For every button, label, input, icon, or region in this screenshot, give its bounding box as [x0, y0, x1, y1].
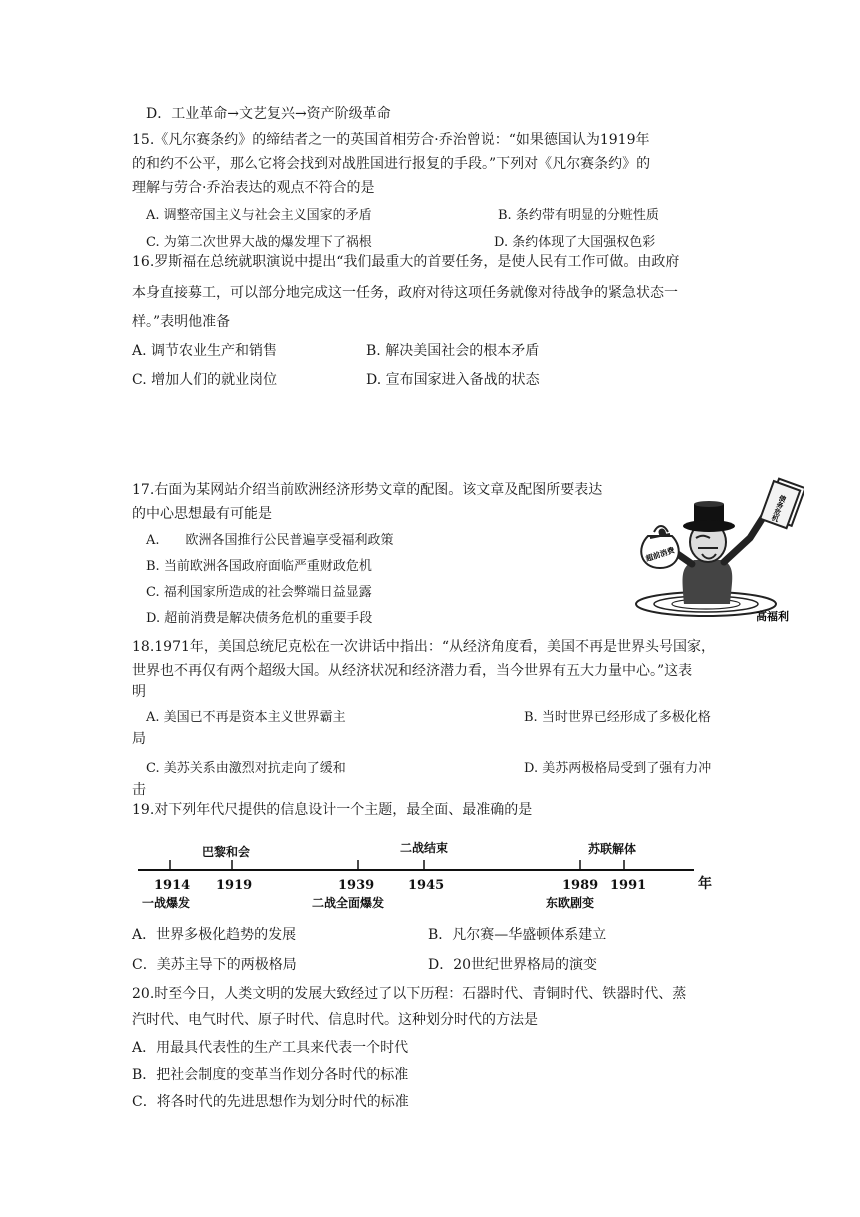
event-eastern-europe-upheaval: 东欧剧变: [546, 896, 595, 910]
q18-stem-line-2: 世界也不再仅有两个超级大国。从经济状况和经济潜力看，当今世界有五大力量中心。”这表: [132, 663, 693, 679]
q17-option-a: A. 欧洲各国推行公民普遍享受福利政策: [146, 533, 394, 548]
q15-stem-line-2: 的和约不公平，那么它将会找到对战胜国进行报复的手段。”下列对《凡尔赛条约》的: [132, 156, 651, 172]
q16-option-d: D. 宣布国家进入备战的状态: [366, 372, 540, 388]
book-label: 债务危机: [770, 493, 788, 523]
q16-option-c: C. 增加人们的就业岗位: [132, 372, 278, 388]
q17-option-c: C. 福利国家所造成的社会弊端日益显露: [146, 585, 372, 600]
q19-option-d: D．20世纪世界格局的演变: [428, 957, 598, 973]
q18-option-c: C. 美苏关系由激烈对抗走向了缓和: [146, 761, 346, 776]
year-1991: 1991: [610, 878, 647, 893]
event-ww1-outbreak: 一战爆发: [142, 896, 191, 910]
event-ussr-dissolution: 苏联解体: [588, 842, 637, 856]
year-1939: 1939: [338, 878, 375, 893]
q18-stem-line-1: 18.1971年，美国总统尼克松在一次讲话中指出：“从经济角度看，美国不再是世界头号国家，: [132, 639, 716, 655]
q18-option-b-wrap: 局: [132, 731, 146, 747]
q19-option-c: C．美苏主导下的两极格局: [132, 957, 297, 973]
q15-option-d: D. 条约体现了大国强权色彩: [494, 235, 656, 250]
q19-stem: 19.对下列年代尺提供的信息设计一个主题，最全面、最准确的是: [132, 802, 533, 818]
bag-label: 超前消费: [644, 545, 676, 564]
q17-stem-line-2: 的中心思想最有可能是: [132, 506, 272, 522]
year-1989: 1989: [562, 878, 599, 893]
q15-option-c: C. 为第二次世界大战的爆发埋下了祸根: [146, 235, 372, 250]
q15-option-b: B. 条约带有明显的分赃性质: [498, 208, 659, 223]
q20-option-b: B．把社会制度的变革当作划分各时代的标准: [132, 1067, 409, 1083]
year-1945: 1945: [408, 878, 445, 893]
q18-option-a: A. 美国已不再是资本主义世界霸主: [146, 710, 346, 725]
q16-option-b: B. 解决美国社会的根本矛盾: [366, 343, 540, 359]
q20-option-a: A．用最具代表性的生产工具来代表一个时代: [132, 1040, 409, 1056]
q18-stem-line-3: 明: [132, 684, 146, 700]
q17-option-d: D. 超前消费是解决债务危机的重要手段: [146, 611, 373, 626]
q20-stem-line-1: 20.时至今日，人类文明的发展大致经过了以下历程：石器时代、青铜时代、铁器时代、蒸: [132, 986, 687, 1002]
q20-stem-line-2: 汽时代、电气时代、原子时代、信息时代。这种划分时代的方法是: [132, 1012, 538, 1028]
axis-unit: 年: [698, 876, 712, 892]
q16-stem-line-2: 本身直接募工，可以部分地完成这一任务，政府对待这项任务就像对待战争的紧急状态一: [132, 285, 678, 301]
q16-stem-line-3: 样。”表明他准备: [132, 314, 231, 330]
q14-option-d: D．工业革命→文艺复兴→资产阶级革命: [146, 106, 391, 122]
event-paris-conference: 巴黎和会: [202, 845, 251, 859]
event-ww2-end: 二战结束: [400, 841, 449, 855]
welfare-cartoon-image: [632, 476, 804, 624]
q18-option-b: B. 当时世界已经形成了多极化格: [524, 710, 711, 725]
q19-option-a: A．世界多极化趋势的发展: [132, 927, 297, 943]
q15-stem-line-3: 理解与劳合·乔治表达的观点不符合的是: [132, 180, 375, 196]
q19-option-b: B．凡尔赛—华盛顿体系建立: [428, 927, 607, 943]
q18-option-d: D. 美苏两极格局受到了强有力冲: [524, 761, 712, 776]
q15-stem-line-1: 15.《凡尔赛条约》的缔结者之一的英国首相劳合·乔治曾说：“如果德国认为1919年: [132, 132, 650, 148]
q16-stem-line-1: 16.罗斯福在总统就职演说中提出“我们最重大的首要任务，是使人民有工作可做。由政府: [132, 254, 680, 270]
q17-stem-line-1: 17.右面为某网站介绍当前欧洲经济形势文章的配图。该文章及配图所要表达: [132, 482, 603, 498]
q16-option-a: A. 调节农业生产和销售: [132, 343, 278, 359]
q15-option-a: A. 调整帝国主义与社会主义国家的矛盾: [146, 208, 372, 223]
q19-timeline: [132, 836, 722, 916]
event-ww2-full-outbreak: 二战全面爆发: [312, 896, 385, 910]
q17-option-b: B. 当前欧洲各国政府面临严重财政危机: [146, 559, 372, 574]
year-1919: 1919: [216, 878, 253, 893]
year-1914: 1914: [154, 878, 191, 893]
q20-option-c: C．将各时代的先进思想作为划分时代的标准: [132, 1094, 409, 1110]
cartoon-caption: 高福利: [756, 610, 789, 623]
q18-option-d-wrap: 击: [132, 782, 146, 798]
